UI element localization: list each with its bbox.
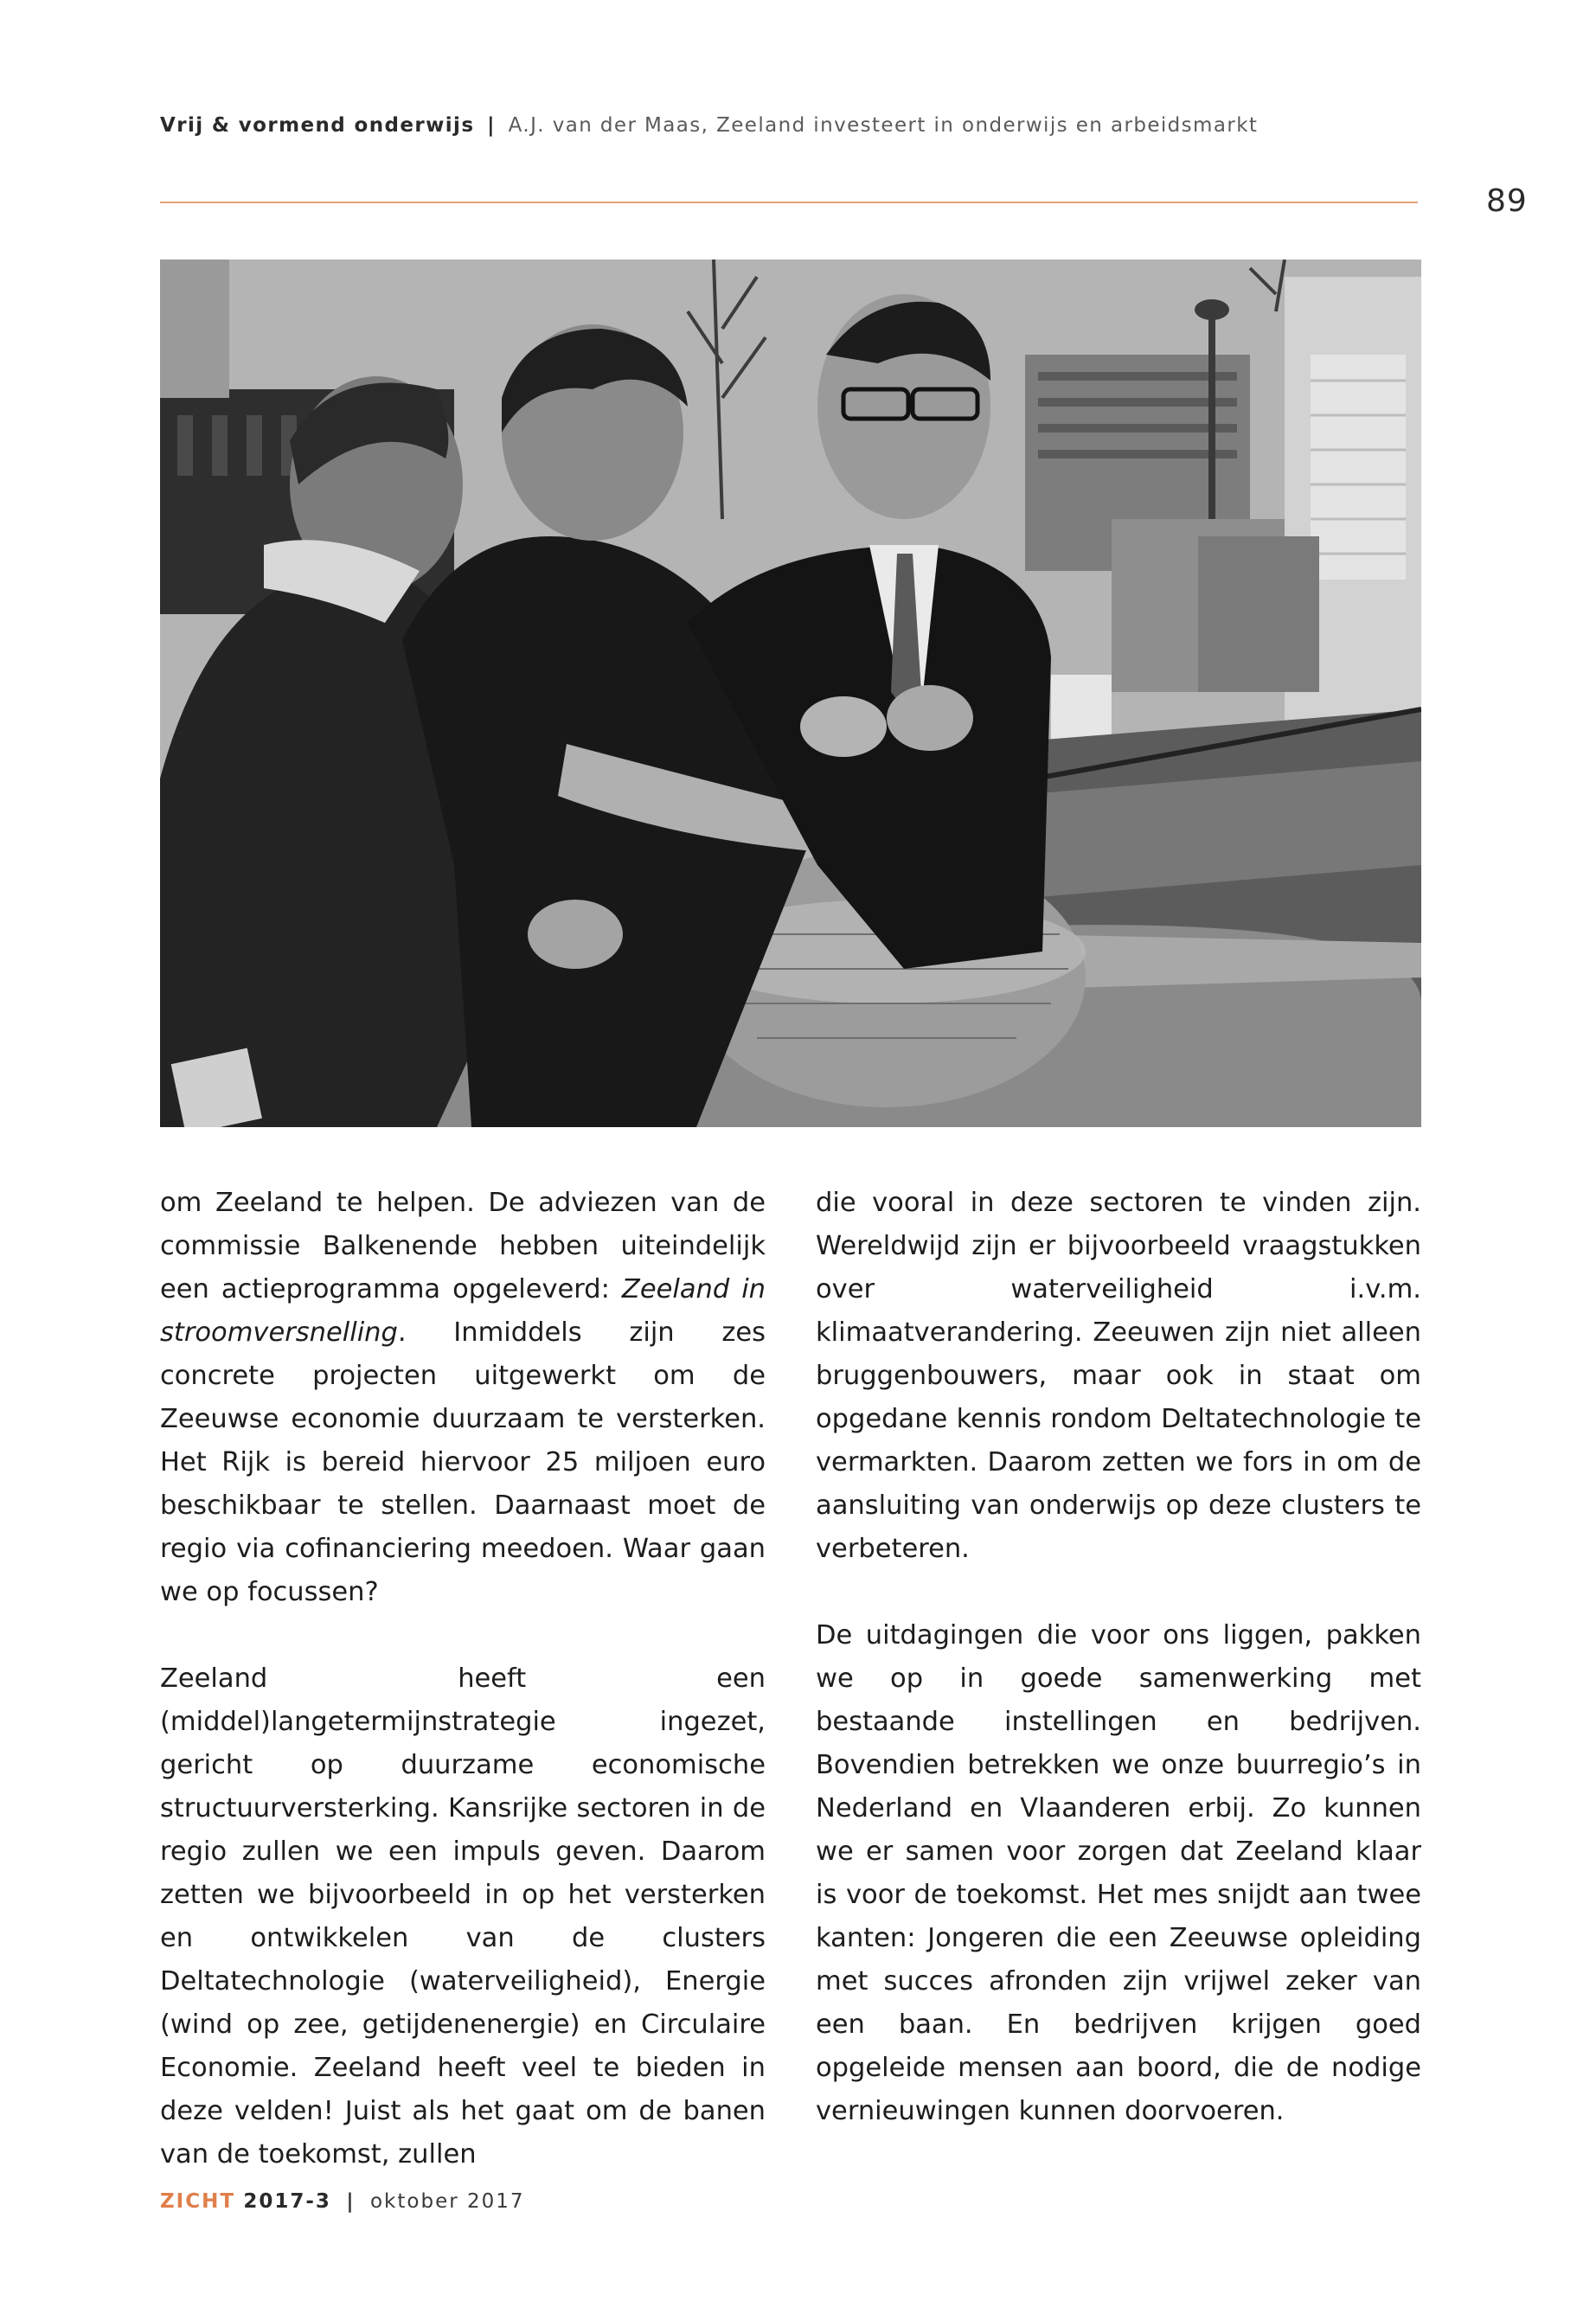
photo: [160, 260, 1421, 1127]
running-header: [160, 114, 1423, 137]
footer-date: oktober 2017: [369, 2190, 525, 2213]
footer-issue: 2017-3: [243, 2190, 331, 2213]
text-column-right: [816, 1182, 1421, 2176]
header-subtitle: A.J. van der Maas, Zeeland investeert in onderwijs en arbeidsmarkt: [508, 114, 1259, 137]
left-p1-part1: om Zeeland te helpen. De adviezen van de commissie Balkenende hebben uiteindelijk een actieprogramma opgeleverd:: [160, 1188, 766, 1304]
footer-brand: ZICHT: [160, 2190, 236, 2213]
left-paragraph-2: Zeeland heeft een (middel)langetermijnstrategie ingezet, gericht op duurzame economische structuurversterking. Kansrijke sectoren in de regio zullen we een impuls geven. Daarom zetten we bijvoorbeeld in op het versterken en ontwikkelen van de clusters Deltatechnologie (waterveiligheid), Energie (wind op zee, getijdenenergie) en Circulaire Economie. Zeeland heeft veel te bieden in deze velden! Juist als het gaat om de banen van de toekomst, zullen: [160, 1663, 766, 2170]
header-rule: [160, 202, 1418, 203]
footer-separator: |: [346, 2190, 356, 2213]
page-number: 89: [1486, 183, 1528, 219]
left-paragraph-1: [160, 1182, 766, 1614]
right-paragraph-2: De uitdagingen die voor ons liggen, pakken we op in goede samenwerking met bestaande instellingen en bedrijven. Bovendien betrekken we onze buurregio’s in Nederland en Vlaanderen erbij. Zo kunnen we er samen voor zorgen dat Zeeland klaar is voor de toekomst. Het mes snijdt aan twee kanten: Jongeren die een Zeeuwse opleiding met succes afronden zijn vrijwel zeker van een baan. En bedrijven krijgen goed opgeleide mensen aan boord, die de nodige vernieuwingen kunnen doorvoeren.: [816, 1620, 1421, 2126]
left-p1-italic: Zeeland in stroomversnelling: [160, 1274, 766, 1348]
left-p1-part2: . Inmiddels zijn zes concrete projecten uitgewerkt om de Zeeuwse economie duurzaam te versterken. Het Rijk is bereid hiervoor 25 miljoen euro beschikbaar te stellen. Daarnaast moet de regio via cofinanciering meedoen. Waar gaan we op focussen?: [160, 1317, 766, 1607]
header-separator: |: [487, 114, 496, 137]
header-section: Vrij & vormend onderwijs: [160, 114, 475, 137]
text-column-left: [160, 1182, 766, 2220]
right-paragraph-1: die vooral in deze sectoren te vinden zijn. Wereldwijd zijn er bijvoorbeeld vraagstukken over waterveiligheid i.v.m. klimaatverandering. Zeeuwen zijn niet alleen bruggenbouwers, maar ook in staat om opgedane kennis rondom Deltatechnologie te vermarkten. Daarom zetten we fors in om de aansluiting van onderwijs op deze clusters te verbeteren.: [816, 1188, 1421, 1564]
photo-illustration: [160, 260, 1421, 1127]
page-footer: [160, 2190, 525, 2213]
